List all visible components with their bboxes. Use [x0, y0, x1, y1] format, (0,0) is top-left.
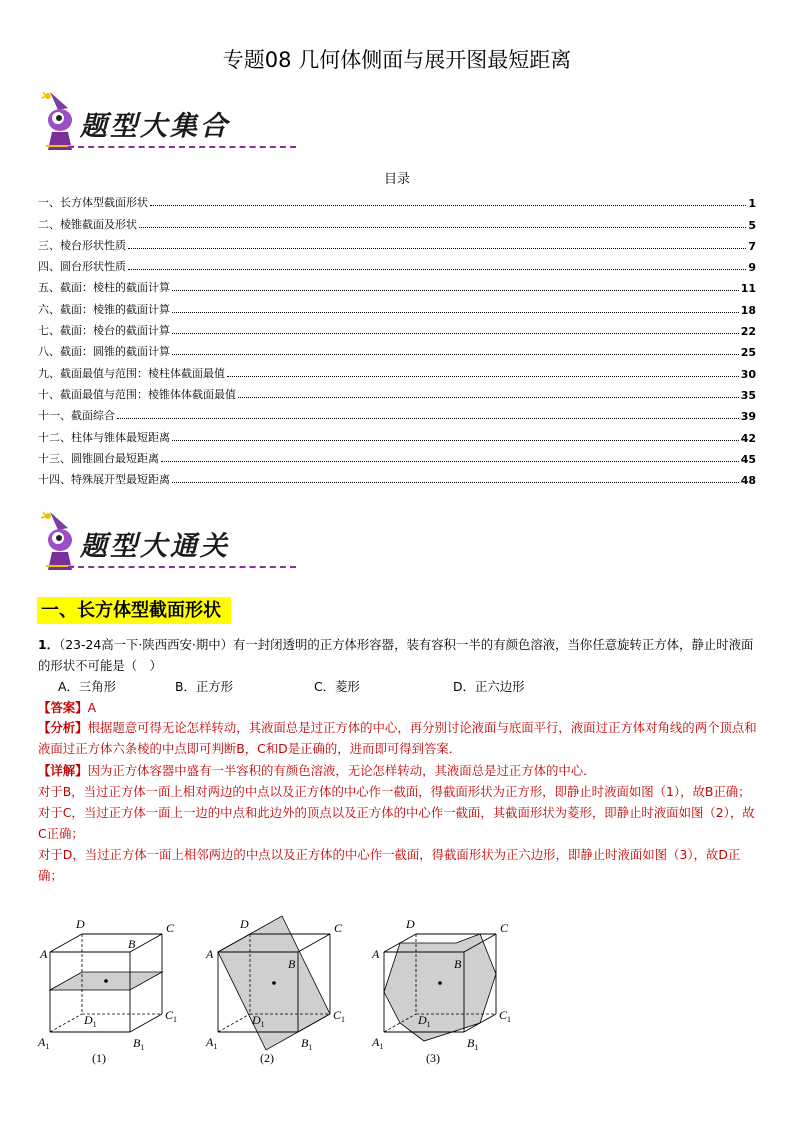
analysis-label: 【分析】: [38, 720, 88, 735]
section-heading: 一、长方体型截面形状: [37, 597, 231, 624]
svg-text:C: C: [500, 921, 509, 935]
banner-divider: [68, 146, 296, 148]
detail-label: 【详解】: [38, 763, 88, 778]
detail-c: 对于C，当过正方体一面上一边的中点和此边外的顶点以及正方体的中心作一截面，其截面形状为菱形，即静止时液面如图（2），故C正确；: [38, 805, 755, 841]
toc-item[interactable]: 九、截面最值与范围：棱柱体截面最值 30: [38, 366, 756, 381]
toc-item[interactable]: 三、棱台形状性质 7: [38, 238, 756, 253]
svg-text:C: C: [334, 921, 343, 935]
toc-item[interactable]: 六、截面：棱锥的截面计算 18: [38, 302, 756, 317]
svg-text:B: B: [454, 957, 462, 971]
svg-text:A: A: [206, 947, 214, 961]
figure-3-hexagon-section: [371, 917, 511, 1065]
figure-caption: (2): [260, 1051, 274, 1065]
svg-text:A1: $A_1$: [372, 1035, 384, 1051]
toc-item[interactable]: 十、截面最值与范围：棱锥体体截面最值 35: [38, 387, 756, 402]
figure-caption: (1): [92, 1051, 106, 1065]
svg-text:A1: $A_1$: [38, 1035, 50, 1051]
svg-text:D1: $D_1$: [84, 1013, 97, 1029]
toc-item[interactable]: 十二、柱体与锥体最短距离 42: [38, 430, 756, 445]
figure-2-rhombus-section: [205, 916, 345, 1065]
cube-section-figures: [36, 910, 526, 1070]
option-b[interactable]: B．正方形: [175, 679, 234, 694]
analysis-block: [38, 717, 760, 759]
option-c[interactable]: C．菱形: [314, 679, 360, 694]
svg-text:D: D: [406, 917, 415, 931]
toc-item[interactable]: 七、截面：棱台的截面计算 22: [38, 324, 756, 339]
table-of-contents: [38, 189, 756, 487]
wizard-mascot-icon: [38, 88, 80, 154]
toc-heading: 目录: [383, 172, 410, 187]
question-number: 1．: [38, 637, 60, 652]
detail-d: 对于D，当过正方体一面上相邻两边的中点以及正方体的中心作一截面，得截面形状为正六边形，即静止时液面如图（3），故D正确；: [38, 847, 741, 883]
question-source: （23-24高一下·陕西西安·期中）: [59, 637, 233, 652]
detail-block: [38, 760, 760, 886]
svg-text:D1: $D_1$: [252, 1013, 265, 1029]
svg-text:D: D: [240, 917, 249, 931]
svg-text:B1: $B_1$: [301, 1036, 313, 1052]
svg-text:A1: $A_1$: [206, 1035, 218, 1051]
question-text: 有一封闭透明的正方体形容器，装有容积一半的有颜色溶液，当你任意旋转正方体，静止时液面的形状不可能是（ ）: [38, 637, 754, 673]
banner-divider: [68, 566, 296, 568]
figure-1-square-section: [37, 917, 177, 1065]
analysis-text: 根据题意可得无论怎样转动，其液面总是过正方体的中心，再分别讨论液面与底面平行，液面过正方体对角线的两个顶点和液面过正方体六条棱的中点即可判断B，C和D是正确的，进而即可得到答案．: [38, 720, 757, 756]
svg-text:C1: $C_1$: [333, 1008, 346, 1024]
toc-item[interactable]: 十四、特殊展开型最短距离 48: [38, 473, 756, 488]
banner-question-practice: [38, 508, 268, 580]
svg-text:B1: $B_1$: [133, 1036, 145, 1052]
toc-item[interactable]: 五、截面：棱柱的截面计算 11: [38, 281, 756, 296]
answer-label: 【答案】: [38, 700, 88, 715]
toc-item[interactable]: 八、截面：圆锥的截面计算 25: [38, 345, 756, 360]
detail-b: 对于B，当过正方体一面上相对两边的中点以及正方体的中心作一截面，得截面形状为正方形，即静止时液面如图（1），故B正确；: [38, 784, 751, 799]
svg-text:C1: $C_1$: [499, 1008, 512, 1024]
svg-text:B: B: [288, 957, 296, 971]
detail-intro: 因为正方体容器中盛有一半容积的有颜色溶液，无论怎样转动，其液面总是过正方体的中心．: [87, 763, 596, 778]
wizard-mascot-icon: [38, 508, 80, 574]
page-title: 专题08 几何体侧面与展开图最短距离: [222, 48, 572, 72]
banner-question-types: [38, 88, 268, 160]
svg-text:C: C: [166, 921, 175, 935]
toc-item[interactable]: 十三、圆锥圆台最短距离 45: [38, 451, 756, 466]
question-stem: [38, 634, 760, 676]
svg-text:B: B: [128, 937, 136, 951]
banner-title: 题型大集合: [80, 111, 230, 142]
answer-value: A: [87, 700, 97, 715]
banner-title: 题型大通关: [80, 531, 230, 562]
svg-text:D1: $D_1$: [418, 1013, 431, 1029]
svg-text:B1: $B_1$: [467, 1036, 479, 1052]
svg-text:A: A: [372, 947, 380, 961]
toc-item[interactable]: 四、圆台形状性质 9: [38, 260, 756, 275]
answer-line: [38, 697, 760, 718]
toc-item[interactable]: 一、长方体型截面形状 1: [38, 196, 756, 211]
svg-text:A: A: [40, 947, 48, 961]
toc-item[interactable]: 十一、截面综合 39: [38, 409, 756, 424]
option-a[interactable]: A．三角形: [58, 679, 117, 694]
svg-text:C1: $C_1$: [165, 1008, 178, 1024]
svg-text:D: D: [76, 917, 85, 931]
option-d[interactable]: D．正六边形: [453, 679, 525, 694]
figure-caption: (3): [426, 1051, 440, 1065]
toc-item[interactable]: 二、棱锥截面及形状 5: [38, 217, 756, 232]
